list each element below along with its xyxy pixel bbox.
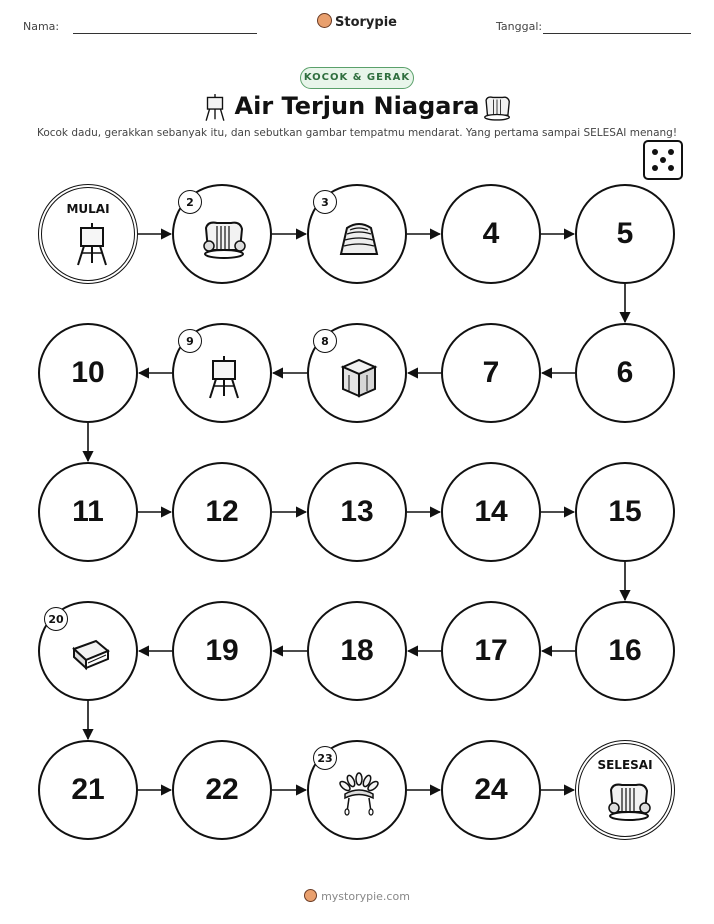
board-space-12 (172, 462, 272, 562)
space-number: 10 (71, 356, 105, 389)
name-label: Nama: (23, 20, 60, 33)
board-space-4 (441, 184, 541, 284)
space-number: 7 (482, 356, 500, 389)
footer (0, 889, 714, 903)
board-space-14 (441, 462, 541, 562)
footer-url: mystorypie.com (321, 890, 410, 903)
board-space-23 (307, 740, 407, 840)
board-space-20 (38, 601, 138, 701)
easel-icon (202, 355, 246, 399)
board-space-13 (307, 462, 407, 562)
finish-label: SELESAI (597, 758, 653, 772)
book-icon (68, 633, 112, 677)
finish-space (575, 740, 675, 840)
board-space-3 (307, 184, 407, 284)
space-number: 15 (608, 495, 642, 528)
space-number-badge: 20 (44, 607, 68, 631)
board-space-19 (172, 601, 272, 701)
space-number: 4 (482, 217, 500, 250)
board-space-5 (575, 184, 675, 284)
date-label: Tanggal: (496, 20, 543, 33)
space-number: 17 (474, 634, 508, 667)
space-number: 24 (474, 773, 508, 806)
board-space-17 (441, 601, 541, 701)
brand-name: Storypie (335, 15, 397, 30)
start-space (38, 184, 138, 284)
board-space-15 (575, 462, 675, 562)
space-number: 13 (340, 495, 374, 528)
board-space-2 (172, 184, 272, 284)
space-number-badge: 9 (178, 329, 202, 353)
instructions: Kocok dadu, gerakkan sebanyak itu, dan sebutkan gambar tempatmu mendarat. Yang pertama sampai SELESAI menang! (36, 127, 678, 139)
board-space-18 (307, 601, 407, 701)
waterfall-icon (202, 216, 246, 260)
rock-icon (337, 216, 381, 260)
space-number: 19 (205, 634, 239, 667)
space-number-badge: 3 (313, 190, 337, 214)
board-space-11 (38, 462, 138, 562)
space-number: 16 (608, 634, 642, 667)
space-number: 21 (71, 773, 105, 806)
board-space-16 (575, 601, 675, 701)
space-number: 5 (616, 217, 634, 250)
storypie-logo-icon (304, 889, 317, 902)
stone-block-icon (337, 355, 381, 399)
board-space-10 (38, 323, 138, 423)
space-number-badge: 8 (313, 329, 337, 353)
space-number: 18 (340, 634, 374, 667)
board-space-21 (38, 740, 138, 840)
space-number-badge: 23 (313, 746, 337, 770)
space-number: 6 (616, 356, 634, 389)
headdress-icon (337, 772, 381, 816)
space-number: 22 (205, 773, 239, 806)
space-number-badge: 2 (178, 190, 202, 214)
space-number: 12 (205, 495, 239, 528)
board-space-7 (441, 323, 541, 423)
board-space-8 (307, 323, 407, 423)
board-space-9 (172, 323, 272, 423)
waterfall-icon (607, 778, 651, 822)
board-space-22 (172, 740, 272, 840)
page-title: Air Terjun Niagara (234, 92, 480, 120)
easel-icon (70, 222, 114, 266)
board-space-6 (575, 323, 675, 423)
start-label: MULAI (66, 202, 110, 216)
board-space-24 (441, 740, 541, 840)
space-number: 11 (72, 495, 104, 528)
space-number: 14 (474, 495, 508, 528)
activity-badge: KOCOK & GERAK (300, 67, 414, 89)
